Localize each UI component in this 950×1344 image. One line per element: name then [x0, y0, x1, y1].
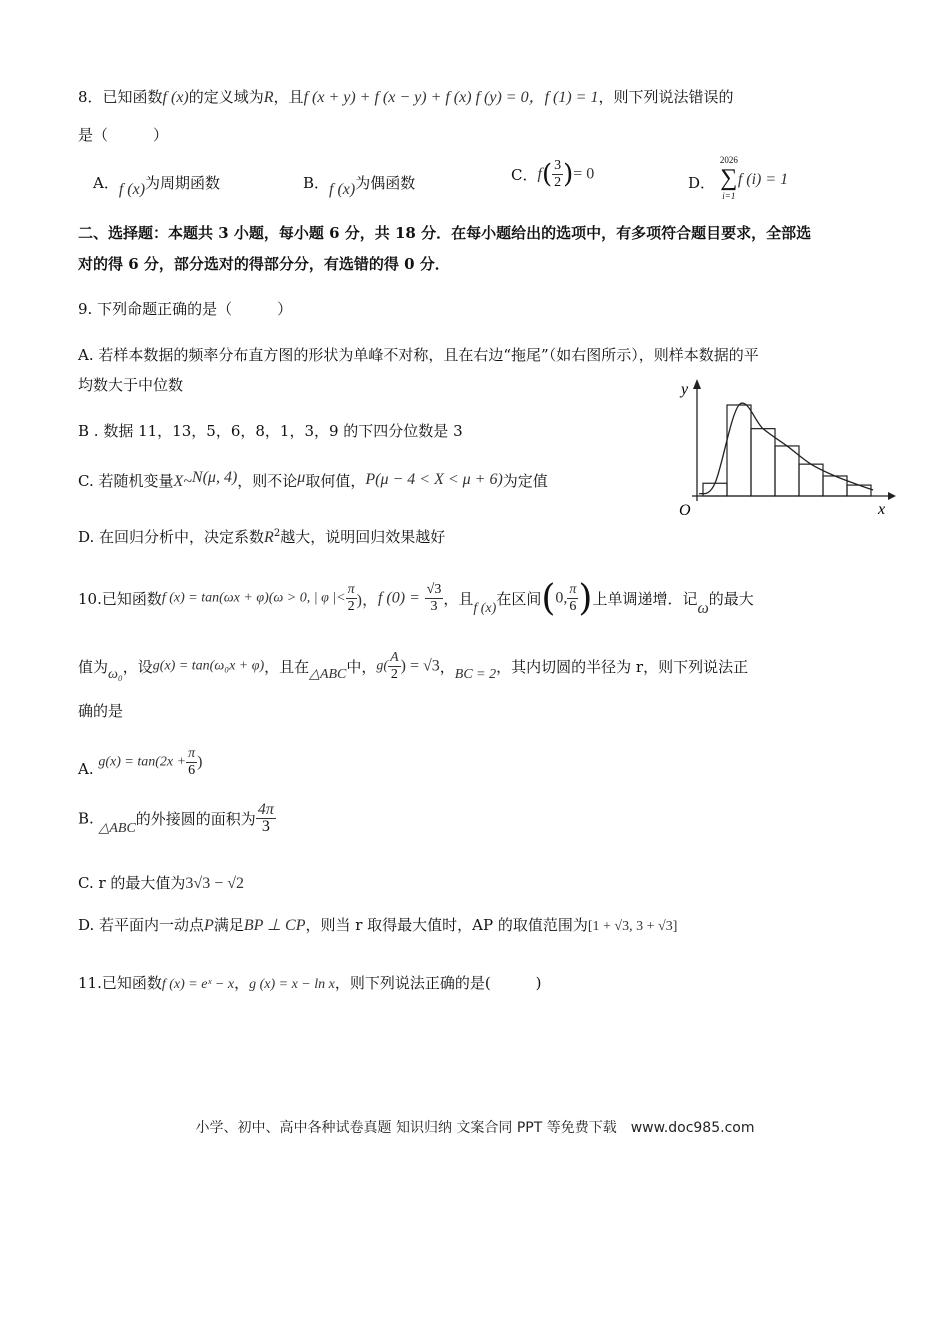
q8-fx: f (x)	[162, 89, 189, 106]
fraction	[567, 582, 578, 615]
sigma-icon: ∑	[720, 165, 738, 191]
option-close: )	[197, 753, 203, 771]
q8-equation: f (x + y) + f (x − y) + f (x) f (y) = 0，f (1) = 1	[303, 89, 599, 106]
denominator: 2	[554, 175, 562, 190]
option-label: A.	[78, 759, 94, 778]
q10-close: )，	[356, 592, 378, 609]
numerator: π	[188, 746, 196, 761]
q10-option-a[interactable]	[78, 746, 202, 779]
left-paren: (	[541, 159, 553, 190]
denominator: 6	[569, 599, 577, 614]
q9-option-c[interactable]	[78, 470, 548, 491]
q10-text: ，且	[443, 590, 474, 608]
q9-option-a-line2[interactable]: 均数大于中位数	[78, 376, 184, 394]
q10-fx: f (x)	[473, 600, 497, 616]
q8-line1	[78, 84, 733, 107]
q8-prefix: 8．已知函数	[78, 88, 163, 106]
density-curve	[699, 403, 873, 494]
q10-text: ，且在	[264, 658, 310, 676]
option-text: 满足	[213, 916, 244, 934]
option-text: 为偶函数	[355, 174, 416, 192]
q10-option-c[interactable]	[78, 872, 244, 893]
option-text: D. 在回归分析中，决定系数	[78, 528, 265, 546]
q9-option-a-line1[interactable]: A. 若样本数据的频率分布直方图的形状为单峰不对称，且在右边“拖尾”（如右图所示），则样本数据的平	[78, 346, 759, 364]
fraction	[256, 802, 276, 835]
option-label: B．	[303, 174, 330, 192]
sum-upper: 2026	[719, 155, 738, 165]
section2-heading-line1: 二、选择题：本题共 3 小题，每小题 6 分，共 18 分．在每小题给出的选项中，有多项符合题目要求，全部选	[78, 224, 812, 242]
origin-label: O	[679, 502, 691, 519]
histogram-figure	[670, 375, 900, 520]
random-variable: X~	[173, 473, 192, 490]
numerator: A	[390, 650, 399, 665]
option-text: C. r 的最大值为	[78, 874, 186, 892]
q10-text: ，	[439, 658, 455, 676]
numerator: π	[569, 582, 577, 597]
q9-option-d[interactable]	[78, 526, 445, 547]
option-math: f (x)	[329, 181, 356, 198]
x-axis-arrow-icon	[888, 492, 896, 500]
q11-prefix: 11.已知函数	[78, 974, 162, 992]
q11-stem	[78, 972, 542, 993]
numerator: 4π	[257, 801, 274, 818]
option-label: B.	[78, 809, 94, 828]
q10-line3: 确的是	[78, 702, 124, 720]
option-math: 3√3 − √2	[185, 875, 245, 892]
y-axis-arrow-icon	[693, 379, 701, 389]
denominator: 3	[430, 599, 438, 614]
option-text: 为定值	[502, 472, 548, 490]
q10-line1	[78, 578, 754, 619]
option-text: C. 若随机变量	[78, 472, 174, 490]
omega0-symbol: ω₀	[108, 666, 123, 682]
option-text: 越大，说明回归效果越好	[280, 528, 446, 546]
right-paren: )	[578, 578, 593, 619]
histogram-bar	[775, 446, 799, 496]
option-text: 的外接圆的面积为	[135, 810, 256, 828]
option-math: f (x)	[118, 181, 146, 198]
footer-text: 小学、初中、高中各种试卷真题 知识归纳 文案合同 PPT 等免费下载 www.doc985.com	[195, 1120, 755, 1136]
numerator: √3	[426, 582, 442, 597]
histogram-bar	[847, 485, 871, 496]
q10-text: ，其内切圆的半径为 r，则下列说法正	[496, 658, 749, 676]
q8-option-a[interactable]	[93, 172, 221, 198]
denominator: 2	[390, 667, 398, 682]
q8-text2: ，且	[273, 88, 304, 106]
option-text: 取何值，	[305, 472, 366, 490]
fraction	[552, 158, 563, 191]
option-label: C．	[511, 166, 538, 184]
fraction	[186, 746, 197, 779]
r-squared: R	[264, 529, 274, 546]
histogram-bar	[751, 429, 775, 496]
option-text: ，则不论	[237, 472, 298, 490]
histogram-bar	[703, 483, 727, 496]
q8-text1: 的定义域为	[188, 88, 264, 106]
denominator: 6	[188, 763, 196, 778]
option-math: g(x) = tan(2x +	[98, 754, 187, 770]
y-axis-label: y	[681, 381, 689, 398]
option-text: D. 若平面内一动点	[78, 916, 205, 934]
q10-bc: BC = 2	[454, 666, 497, 682]
q8-option-b[interactable]	[303, 172, 416, 198]
x-axis-label: x	[878, 501, 886, 518]
q10-text: 的最大	[708, 590, 754, 608]
q10-prefix: 10.已知函数	[78, 590, 162, 608]
q10-gdef: g(x) = tan(ω₀x + φ)	[152, 658, 265, 674]
q10-option-d[interactable]	[78, 914, 677, 935]
q9-option-b[interactable]: B . 数据 11，13，5，6，8，1，3，9 的下四分位数是 3	[78, 422, 463, 440]
q10-g-eq: ) = √3	[400, 657, 440, 675]
range-expr: [1 + √3, 3 + √3]	[587, 919, 678, 934]
q10-g: g(	[376, 658, 389, 674]
sum-lower: i=1	[722, 191, 736, 201]
left-paren: (	[541, 578, 556, 619]
q8-R: R	[263, 89, 274, 106]
right-paren: )	[563, 159, 574, 190]
q10-fdef: f (x) = tan(ωx + φ)(ω > 0, | φ |<	[161, 590, 346, 606]
q8-text3: ，则下列说法错误的	[598, 88, 734, 106]
q10-zero: 0,	[555, 589, 568, 607]
option-text: 为周期函数	[145, 174, 221, 192]
perp-expr: BP ⊥ CP	[243, 917, 306, 934]
fraction	[388, 650, 401, 683]
numerator: π	[347, 582, 355, 597]
histogram-bar	[727, 405, 751, 496]
q11-f: f (x) = eˣ − x	[161, 977, 235, 992]
q9-stem: 9. 下列命题正确的是（ ）	[78, 300, 293, 318]
q10-f0: f (0) =	[377, 589, 420, 607]
q10-text: ，设	[122, 658, 153, 676]
superscript: 2	[273, 528, 281, 539]
omega-symbol: ω	[697, 599, 709, 617]
q8-line2: 是（ ）	[78, 126, 169, 144]
option-math: f	[537, 165, 542, 183]
numerator: 3	[554, 158, 562, 173]
q8-option-d[interactable]	[688, 154, 788, 202]
triangle-abc: △ABC	[309, 667, 347, 682]
probability-expr: P(μ − 4 < X < μ + 6)	[365, 471, 503, 488]
option-math: f (i) = 1	[737, 171, 789, 188]
q8-option-c[interactable]	[511, 158, 594, 191]
q10-text: 值为	[78, 658, 109, 676]
q10-text: 上单调递增．记	[592, 590, 698, 608]
fraction	[425, 582, 444, 615]
q10-line2	[78, 650, 748, 683]
q10-option-b[interactable]	[78, 802, 276, 835]
section2-heading-line2: 对的得 6 分，部分选对的得部分分，有选错的得 0 分．	[78, 255, 450, 273]
q10-text: 在区间	[496, 590, 542, 608]
normal-dist: N(μ, 4)	[191, 469, 238, 486]
option-label: D．	[688, 174, 716, 192]
q11-text: ，	[234, 974, 250, 992]
q11-text: ，则下列说法正确的是( )	[334, 974, 542, 992]
fraction	[346, 582, 357, 615]
denominator: 2	[347, 599, 355, 614]
q10-text: 中，	[346, 658, 377, 676]
q11-g: g (x) = x − ln x	[249, 977, 335, 992]
point-p: P	[204, 917, 214, 934]
histogram-bars	[703, 405, 871, 496]
triangle-abc: △ABC	[98, 821, 136, 836]
option-label: A．	[93, 174, 119, 192]
option-text: ，则当 r 取得最大值时，AP 的取值范围为	[305, 916, 588, 934]
summation	[720, 154, 738, 202]
denominator: 3	[261, 818, 270, 835]
option-eq: = 0	[573, 165, 595, 183]
mu-symbol: μ	[297, 469, 306, 486]
